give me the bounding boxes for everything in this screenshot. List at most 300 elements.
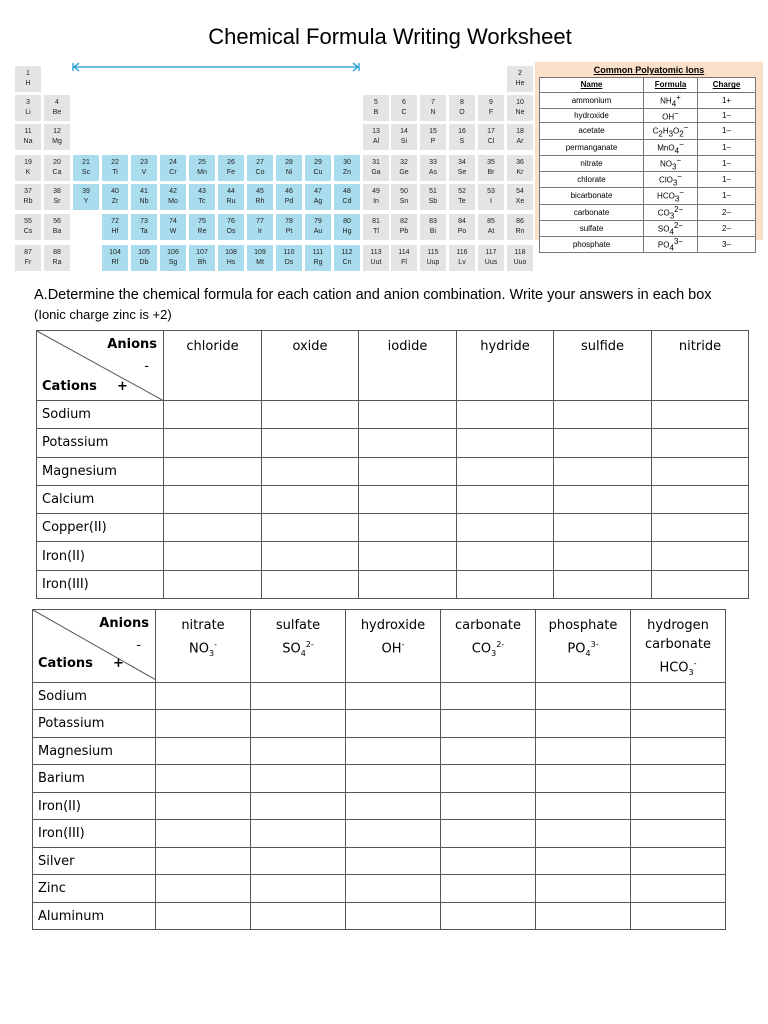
polyatomic-header-charge: Charge	[698, 78, 756, 93]
answer-box[interactable]	[156, 902, 251, 930]
answer-box[interactable]	[164, 457, 262, 485]
element-number: 34	[458, 159, 466, 166]
element-symbol: Zn	[342, 169, 352, 176]
element-ti	[102, 155, 128, 181]
answer-box[interactable]	[631, 710, 726, 738]
diagonal-header-cell	[37, 331, 164, 401]
cation-label: Potassium	[33, 710, 156, 738]
element-symbol: Nb	[139, 198, 149, 205]
element-hg	[334, 214, 360, 240]
answer-box[interactable]	[346, 765, 441, 793]
ion-formula: $NH_4^+$	[644, 92, 698, 108]
answer-box[interactable]	[346, 847, 441, 875]
answer-box[interactable]	[441, 820, 536, 848]
element-number: 9	[489, 99, 493, 106]
element-symbol: Ne	[515, 109, 525, 116]
answer-box[interactable]	[262, 542, 359, 570]
element-number: 56	[53, 218, 61, 225]
element-symbol: Sb	[428, 198, 438, 205]
element-fl	[391, 245, 417, 271]
element-number: 84	[458, 218, 466, 225]
element-number: 15	[429, 128, 437, 135]
ion-charge: 1–	[698, 172, 756, 188]
anion-header: hydroxide OH-	[346, 610, 441, 683]
answer-box[interactable]	[441, 875, 536, 903]
answer-box[interactable]	[156, 710, 251, 738]
element-symbol: Mn	[197, 169, 207, 176]
element-number: 19	[24, 159, 32, 166]
answer-box[interactable]	[262, 514, 359, 542]
cation-label: Potassium	[37, 429, 164, 457]
ion-name: ammonium	[540, 92, 644, 108]
answer-box[interactable]	[441, 765, 536, 793]
answer-box[interactable]	[262, 401, 359, 429]
element-symbol: Uus	[484, 259, 498, 266]
answer-box[interactable]	[251, 765, 346, 793]
cation-label: Copper(II)	[37, 514, 164, 542]
polyatomic-row	[540, 155, 756, 171]
element-b	[363, 95, 389, 121]
element-he	[507, 66, 533, 92]
answer-box[interactable]	[441, 682, 536, 710]
anion-header: sulfate $SO_4^{2-}$	[251, 610, 346, 683]
instructions-note: (Ionic charge zinc is +2)	[34, 307, 172, 322]
element-v	[131, 155, 157, 181]
ion-formula: $C_2H_3O_2^-$	[644, 123, 698, 139]
element-symbol: Hf	[111, 228, 119, 235]
element-number: 88	[53, 249, 61, 256]
answer-box[interactable]	[262, 570, 359, 598]
answer-box[interactable]	[156, 875, 251, 903]
element-symbol: Au	[313, 228, 323, 235]
element-symbol: I	[490, 198, 492, 205]
element-sg	[160, 245, 186, 271]
element-k	[15, 155, 41, 181]
element-number: 33	[429, 159, 437, 166]
element-sb	[420, 184, 446, 210]
element-bi	[420, 214, 446, 240]
element-number: 25	[198, 159, 206, 166]
element-al	[363, 124, 389, 150]
answer-box[interactable]	[359, 401, 457, 429]
diagonal-header-cell	[33, 610, 156, 683]
answer-box[interactable]	[536, 792, 631, 820]
element-te	[449, 184, 475, 210]
element-fe	[218, 155, 244, 181]
element-number: 85	[487, 218, 495, 225]
element-symbol: Rg	[313, 259, 323, 266]
element-number: 81	[372, 218, 380, 225]
element-mg	[44, 124, 70, 150]
element-symbol: H	[25, 80, 31, 87]
element-symbol: Pt	[285, 228, 293, 235]
element-number: 50	[400, 188, 408, 195]
element-symbol: W	[169, 228, 177, 235]
anions-label: Anions	[107, 337, 157, 352]
answer-box[interactable]	[359, 429, 457, 457]
answer-box[interactable]	[554, 514, 652, 542]
element-symbol: Sr	[53, 198, 61, 205]
polyatomic-row	[540, 204, 756, 220]
element-tc	[189, 184, 215, 210]
ion-formula: $HCO_3^-$	[644, 188, 698, 204]
element-number: 30	[343, 159, 351, 166]
answer-box[interactable]	[536, 765, 631, 793]
answer-box[interactable]	[262, 457, 359, 485]
element-po	[449, 214, 475, 240]
cation-row	[33, 875, 726, 903]
anion-header: nitride	[652, 331, 749, 401]
element-symbol: Ge	[399, 169, 409, 176]
answer-box[interactable]	[536, 710, 631, 738]
answer-box[interactable]	[346, 875, 441, 903]
element-ir	[247, 214, 273, 240]
answer-box[interactable]	[164, 429, 262, 457]
element-number: 14	[400, 128, 408, 135]
answer-box[interactable]	[652, 542, 749, 570]
element-re	[189, 214, 215, 240]
element-symbol: Po	[457, 228, 467, 235]
ion-charge: 1–	[698, 139, 756, 155]
polyatomic-header-name: Name	[540, 78, 644, 93]
element-symbol: Lv	[458, 259, 466, 266]
element-bh	[189, 245, 215, 271]
element-xe	[507, 184, 533, 210]
answer-box[interactable]	[631, 875, 726, 903]
answer-box[interactable]	[457, 542, 554, 570]
answer-box[interactable]	[346, 710, 441, 738]
cation-row	[33, 792, 726, 820]
element-number: 113	[370, 249, 382, 256]
element-cn	[334, 245, 360, 271]
element-number: 106	[167, 249, 179, 256]
element-na	[15, 124, 41, 150]
element-hs	[218, 245, 244, 271]
element-symbol: Cs	[23, 228, 33, 235]
element-symbol: Fr	[24, 259, 32, 266]
answer-box[interactable]	[164, 542, 262, 570]
polyatomic-row	[540, 92, 756, 108]
answer-box[interactable]	[554, 485, 652, 513]
worksheet-table-1	[36, 330, 749, 599]
element-symbol: Al	[372, 138, 380, 145]
element-symbol: Ta	[140, 228, 148, 235]
answer-box[interactable]	[631, 682, 726, 710]
minus-label: -	[136, 638, 141, 653]
element-symbol: Hg	[342, 228, 352, 235]
answer-box[interactable]	[457, 401, 554, 429]
answer-box[interactable]	[457, 514, 554, 542]
element-symbol: P	[430, 138, 436, 145]
element-ni	[276, 155, 302, 181]
element-number: 53	[487, 188, 495, 195]
element-number: 8	[460, 99, 464, 106]
element-uut	[363, 245, 389, 271]
answer-box[interactable]	[652, 570, 749, 598]
element-db	[131, 245, 157, 271]
answer-box[interactable]	[156, 820, 251, 848]
answer-box[interactable]	[631, 820, 726, 848]
answer-box[interactable]	[164, 485, 262, 513]
answer-box[interactable]	[164, 570, 262, 598]
answer-box[interactable]	[631, 902, 726, 930]
element-symbol: Db	[139, 259, 149, 266]
answer-box[interactable]	[457, 570, 554, 598]
element-symbol: Cn	[342, 259, 352, 266]
element-number: 1	[26, 70, 30, 77]
answer-box[interactable]	[652, 485, 749, 513]
element-co	[247, 155, 273, 181]
element-number: 79	[314, 218, 322, 225]
answer-box[interactable]	[457, 485, 554, 513]
element-number: 2	[518, 70, 522, 77]
answer-box[interactable]	[251, 847, 346, 875]
answer-box[interactable]	[346, 682, 441, 710]
worksheet-table-2	[32, 609, 726, 930]
element-in	[363, 184, 389, 210]
element-symbol: Bh	[197, 259, 207, 266]
answer-box[interactable]	[652, 514, 749, 542]
element-s	[449, 124, 475, 150]
element-symbol: Na	[23, 138, 33, 145]
element-symbol: V	[141, 169, 147, 176]
answer-box[interactable]	[554, 542, 652, 570]
answer-box[interactable]	[251, 710, 346, 738]
answer-box[interactable]	[536, 820, 631, 848]
element-nb	[131, 184, 157, 210]
element-symbol: Zr	[111, 198, 119, 205]
answer-box[interactable]	[652, 429, 749, 457]
polyatomic-row	[540, 188, 756, 204]
element-symbol: Ra	[52, 259, 62, 266]
answer-box[interactable]	[251, 682, 346, 710]
answer-box[interactable]	[457, 457, 554, 485]
element-number: 3	[26, 99, 30, 106]
minus-label: -	[144, 359, 149, 374]
ion-formula: $PO_4^{3-}$	[644, 237, 698, 253]
element-o	[449, 95, 475, 121]
ion-charge: 1+	[698, 92, 756, 108]
transition-metals-arrow	[72, 62, 360, 72]
answer-box[interactable]	[441, 710, 536, 738]
cation-row	[37, 429, 749, 457]
cation-row	[33, 847, 726, 875]
anion-header: nitrate $NO_3^-$	[156, 610, 251, 683]
answer-box[interactable]	[536, 902, 631, 930]
element-kr	[507, 155, 533, 181]
cation-label: Iron(III)	[37, 570, 164, 598]
element-symbol: As	[428, 169, 438, 176]
element-number: 49	[372, 188, 380, 195]
ion-formula: $NO_3^-$	[644, 155, 698, 171]
element-number: 48	[343, 188, 351, 195]
element-number: 117	[485, 249, 497, 256]
element-symbol: Kr	[516, 169, 524, 176]
element-number: 24	[169, 159, 177, 166]
answer-box[interactable]	[536, 875, 631, 903]
answer-box[interactable]	[359, 514, 457, 542]
answer-box[interactable]	[156, 737, 251, 765]
answer-box[interactable]	[262, 429, 359, 457]
element-ag	[305, 184, 331, 210]
element-rg	[305, 245, 331, 271]
ion-charge: 1–	[698, 123, 756, 139]
answer-box[interactable]	[251, 792, 346, 820]
element-number: 21	[82, 159, 90, 166]
element-number: 16	[458, 128, 466, 135]
element-number: 6	[402, 99, 406, 106]
answer-box[interactable]	[251, 875, 346, 903]
answer-box[interactable]	[164, 401, 262, 429]
answer-box[interactable]	[346, 902, 441, 930]
answer-box[interactable]	[359, 457, 457, 485]
cation-row	[33, 682, 726, 710]
answer-box[interactable]	[554, 570, 652, 598]
cation-label: Sodium	[37, 401, 164, 429]
element-mo	[160, 184, 186, 210]
answer-box[interactable]	[554, 457, 652, 485]
polyatomic-header-row	[540, 78, 756, 93]
anion-header: iodide	[359, 331, 457, 401]
answer-box[interactable]	[156, 682, 251, 710]
ion-charge: 1–	[698, 155, 756, 171]
anion-header: phosphate $PO_4^{3-}$	[536, 610, 631, 683]
answer-box[interactable]	[554, 401, 652, 429]
answer-box[interactable]	[441, 792, 536, 820]
cation-label: Magnesium	[33, 737, 156, 765]
cation-row	[37, 401, 749, 429]
element-be	[44, 95, 70, 121]
element-symbol: Uuo	[513, 259, 527, 266]
answer-box[interactable]	[536, 847, 631, 875]
element-cd	[334, 184, 360, 210]
answer-box[interactable]	[536, 737, 631, 765]
anion-header: carbonate $CO_3^{2-}$	[441, 610, 536, 683]
answer-box[interactable]	[631, 737, 726, 765]
element-number: 108	[225, 249, 237, 256]
cation-row	[33, 902, 726, 930]
element-mn	[189, 155, 215, 181]
element-symbol: Os	[226, 228, 236, 235]
element-pb	[391, 214, 417, 240]
element-symbol: N	[430, 109, 436, 116]
ion-name: sulfate	[540, 220, 644, 236]
answer-box[interactable]	[652, 457, 749, 485]
element-ar	[507, 124, 533, 150]
element-br	[478, 155, 504, 181]
element-symbol: Ti	[112, 169, 118, 176]
answer-box[interactable]	[631, 792, 726, 820]
element-number: 78	[285, 218, 293, 225]
cation-row	[37, 542, 749, 570]
cation-label: Calcium	[37, 485, 164, 513]
answer-box[interactable]	[631, 765, 726, 793]
cation-row	[37, 514, 749, 542]
element-symbol: B	[373, 109, 379, 116]
answer-box[interactable]	[346, 792, 441, 820]
answer-box[interactable]	[251, 902, 346, 930]
cation-label: Barium	[33, 765, 156, 793]
element-symbol: Be	[52, 109, 62, 116]
cation-row	[33, 820, 726, 848]
element-number: 115	[427, 249, 439, 256]
element-symbol: Mg	[52, 138, 62, 145]
element-number: 80	[343, 218, 351, 225]
element-symbol: Bi	[429, 228, 437, 235]
element-number: 31	[372, 159, 380, 166]
element-number: 111	[312, 249, 324, 256]
element-symbol: Ca	[52, 169, 62, 176]
element-symbol: Fl	[401, 259, 407, 266]
element-symbol: Mo	[168, 198, 178, 205]
answer-box[interactable]	[441, 737, 536, 765]
element-cs	[15, 214, 41, 240]
element-symbol: Rn	[515, 228, 525, 235]
element-number: 74	[169, 218, 177, 225]
ion-name: bicarbonate	[540, 188, 644, 204]
element-number: 18	[516, 128, 524, 135]
answer-box[interactable]	[631, 847, 726, 875]
element-number: 13	[372, 128, 380, 135]
element-symbol: Sn	[399, 198, 409, 205]
answer-box[interactable]	[156, 847, 251, 875]
element-ne	[507, 95, 533, 121]
answer-box[interactable]	[359, 570, 457, 598]
element-rn	[507, 214, 533, 240]
answer-box[interactable]	[251, 737, 346, 765]
element-number: 105	[138, 249, 150, 256]
answer-box[interactable]	[156, 765, 251, 793]
element-symbol: Ni	[285, 169, 293, 176]
element-symbol: Fe	[226, 169, 236, 176]
answer-box[interactable]	[359, 542, 457, 570]
element-number: 112	[341, 249, 353, 256]
answer-box[interactable]	[652, 401, 749, 429]
answer-box[interactable]	[457, 429, 554, 457]
answer-box[interactable]	[359, 485, 457, 513]
ion-name: hydroxide	[540, 108, 644, 123]
answer-box[interactable]	[346, 737, 441, 765]
answer-box[interactable]	[164, 514, 262, 542]
element-symbol: At	[487, 228, 495, 235]
element-symbol: O	[459, 109, 465, 116]
element-number: 40	[111, 188, 119, 195]
answer-box[interactable]	[441, 902, 536, 930]
answer-box[interactable]	[262, 485, 359, 513]
element-symbol: Rf	[111, 259, 119, 266]
element-rh	[247, 184, 273, 210]
instructions	[34, 285, 734, 325]
cation-label: Magnesium	[37, 457, 164, 485]
answer-box[interactable]	[536, 682, 631, 710]
cations-label: Cations	[38, 656, 93, 671]
element-symbol: Rh	[255, 198, 265, 205]
ion-name: permanganate	[540, 139, 644, 155]
answer-box[interactable]	[441, 847, 536, 875]
answer-box[interactable]	[251, 820, 346, 848]
element-pd	[276, 184, 302, 210]
element-n	[420, 95, 446, 121]
answer-box[interactable]	[156, 792, 251, 820]
ion-formula: ClO$_3$−	[644, 172, 698, 188]
element-number: 4	[55, 99, 59, 106]
answer-box[interactable]	[554, 429, 652, 457]
ion-name: acetate	[540, 123, 644, 139]
element-zr	[102, 184, 128, 210]
cations-label: Cations	[42, 379, 97, 394]
element-cl	[478, 124, 504, 150]
answer-box[interactable]	[346, 820, 441, 848]
